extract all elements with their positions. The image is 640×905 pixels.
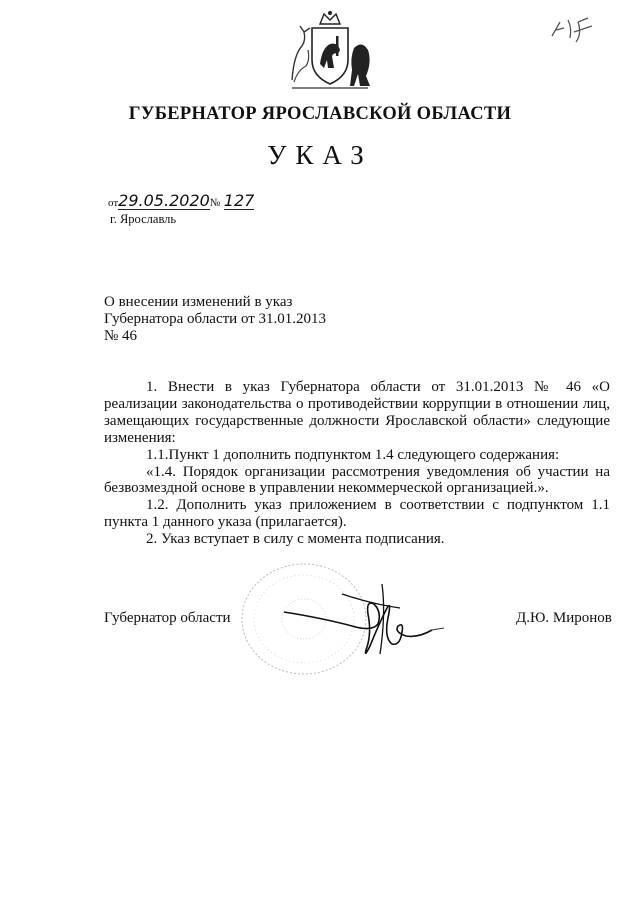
subject-line: Губернатора области от 31.01.2013 [104, 311, 327, 327]
signatory-position: Губернатор области [104, 610, 231, 626]
signatory-name: Д.Ю. Миронов [516, 610, 612, 626]
document-body [104, 379, 610, 548]
coat-of-arms-emblem [284, 10, 376, 92]
document-type: УКАЗ [267, 140, 373, 170]
subject-line: № 46 [104, 328, 138, 344]
body-paragraph: 1.1.Пункт 1 дополнить подпунктом 1.4 следующего содержания: [146, 446, 560, 463]
date-number-line [108, 193, 254, 211]
body-paragraph: 2. Указ вступает в силу с момента подписания. [146, 531, 445, 548]
number-prefix: № [209, 197, 221, 209]
handwritten-corner-mark [548, 14, 600, 44]
subject-line: О внесении изменений в указ [104, 294, 293, 310]
handwritten-signature [282, 574, 452, 666]
subject-block [104, 294, 326, 345]
issuer-title: ГУБЕРНАТОР ЯРОСЛАВСКОЙ ОБЛАСТИ [128, 104, 512, 124]
handwritten-date: 29.05.2020 [118, 191, 210, 210]
body-paragraph: 1.2. Дополнить указ приложением в соответствии с подпунктом 1.1 пункта 1 данного указа (прилагается). [104, 497, 610, 531]
body-paragraph: 1. Внести в указ Губернатора области от 31.01.2013 № 46 «О реализации законодательства о противодействии коррупции в отношении лиц, замещающих государственные должности Ярославской области» следующие изменения: [104, 379, 610, 446]
date-prefix: от [108, 197, 119, 209]
city-label: г. Ярославль [110, 212, 177, 226]
handwritten-number: 127 [223, 191, 255, 210]
body-paragraph: «1.4. Порядок организации рассмотрения уведомления об участии на безвозмездной основе в управлении некоммерческой организацией.». [104, 463, 610, 497]
